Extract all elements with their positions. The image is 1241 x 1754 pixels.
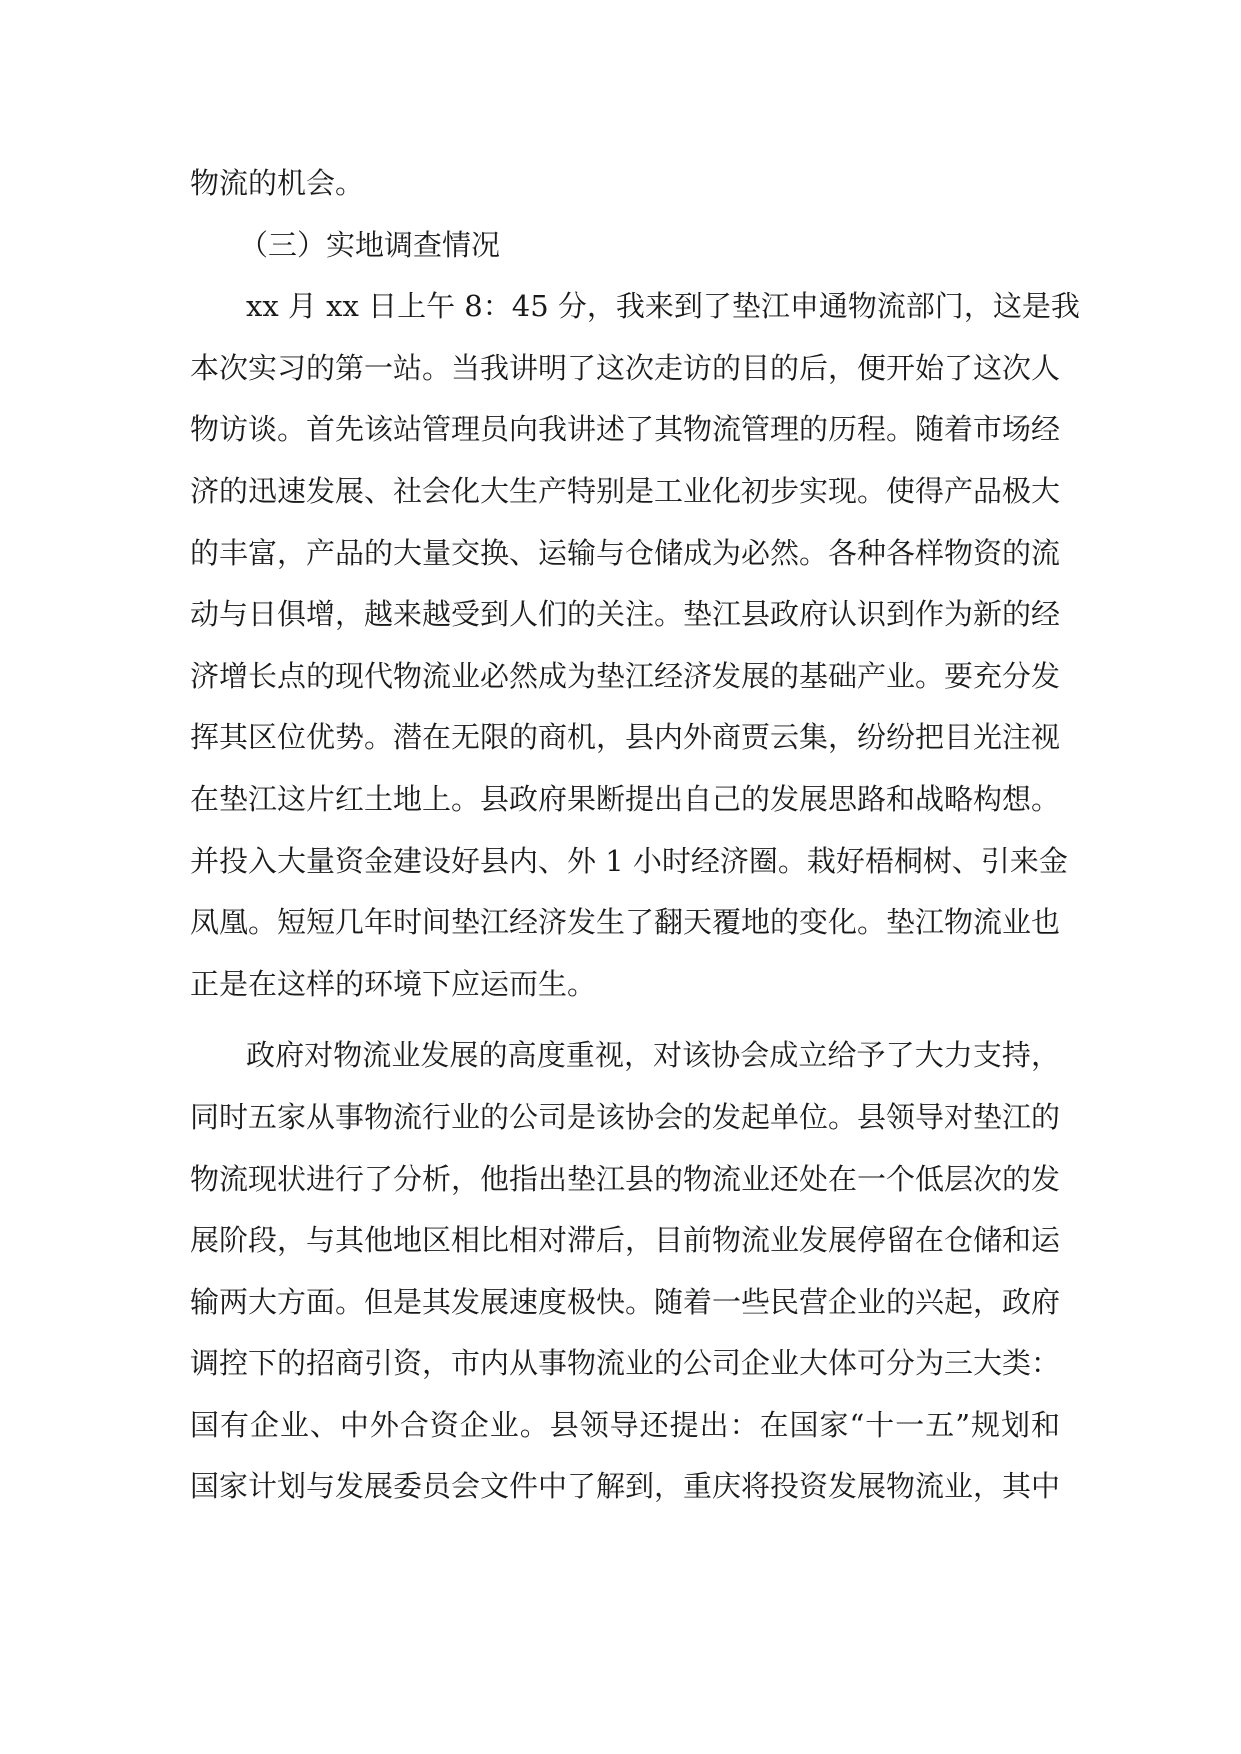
paragraph-line: 调控下的招商引资，市内从事物流业的公司企业大体可分为三大类：	[190, 1346, 1061, 1381]
paragraph-line: 物访谈。首先该站管理员向我讲述了其物流管理的历程。随着市场经	[190, 412, 1061, 447]
paragraph-line: 的丰富，产品的大量交换、运输与仓储成为必然。各种各样物资的流	[190, 535, 1061, 570]
paragraph-line: 政府对物流业发展的高度重视，对该协会成立给予了大力支持，	[246, 1038, 1060, 1073]
section-heading: （三）实地调查情况	[239, 227, 501, 262]
paragraph-line: 挥其区位优势。潜在无限的商机，县内外商贾云集，纷纷把目光注视	[190, 720, 1061, 755]
paragraph-line: 并投入大量资金建设好县内、外 1 小时经济圈。栽好梧桐树、引来金	[190, 843, 1068, 878]
continuation-line: 物流的机会。	[190, 166, 365, 200]
paragraph-1	[190, 276, 1080, 1015]
paragraph-line: 国家计划与发展委员会文件中了解到，重庆将投资发展物流业，其中	[190, 1469, 1061, 1504]
document-body	[190, 153, 1080, 1518]
paragraph-line: 展阶段，与其他地区相比相对滞后，目前物流业发展停留在仓储和运	[190, 1223, 1061, 1258]
paragraph-2	[190, 1025, 1060, 1518]
paragraph-line: 国有企业、中外合资企业。县领导还提出：在国家“十一五”规划和	[190, 1407, 1060, 1442]
paragraph-line: xx 月 xx 日上午 8：45 分，我来到了垫江申通物流部门，这是我	[246, 289, 1080, 324]
paragraph-line: 同时五家从事物流行业的公司是该协会的发起单位。县领导对垫江的	[190, 1099, 1061, 1134]
paragraph-line: 在垫江这片红土地上。县政府果断提出自己的发展思路和战略构想。	[190, 781, 1061, 816]
paragraph-line: 济增长点的现代物流业必然成为垫江经济发展的基础产业。要充分发	[190, 658, 1061, 693]
paragraph-line: 物流现状进行了分析，他指出垫江县的物流业还处在一个低层次的发	[190, 1161, 1061, 1196]
paragraph-line: 济的迅速发展、社会化大生产特别是工业化初步实现。使得产品极大	[190, 473, 1061, 508]
paragraph-line: 凤凰。短短几年时间垫江经济发生了翻天覆地的变化。垫江物流业也	[190, 905, 1061, 940]
paragraph-line: 正是在这样的环境下应运而生。	[190, 966, 597, 1001]
paragraph-line: 动与日俱增，越来越受到人们的关注。垫江县政府认识到作为新的经	[190, 597, 1061, 632]
paragraph-line: 输两大方面。但是其发展速度极快。随着一些民营企业的兴起，政府	[190, 1284, 1061, 1319]
paragraph-line: 本次实习的第一站。当我讲明了这次走访的目的后，便开始了这次人	[190, 350, 1061, 385]
paragraph-gap	[190, 1015, 1060, 1025]
